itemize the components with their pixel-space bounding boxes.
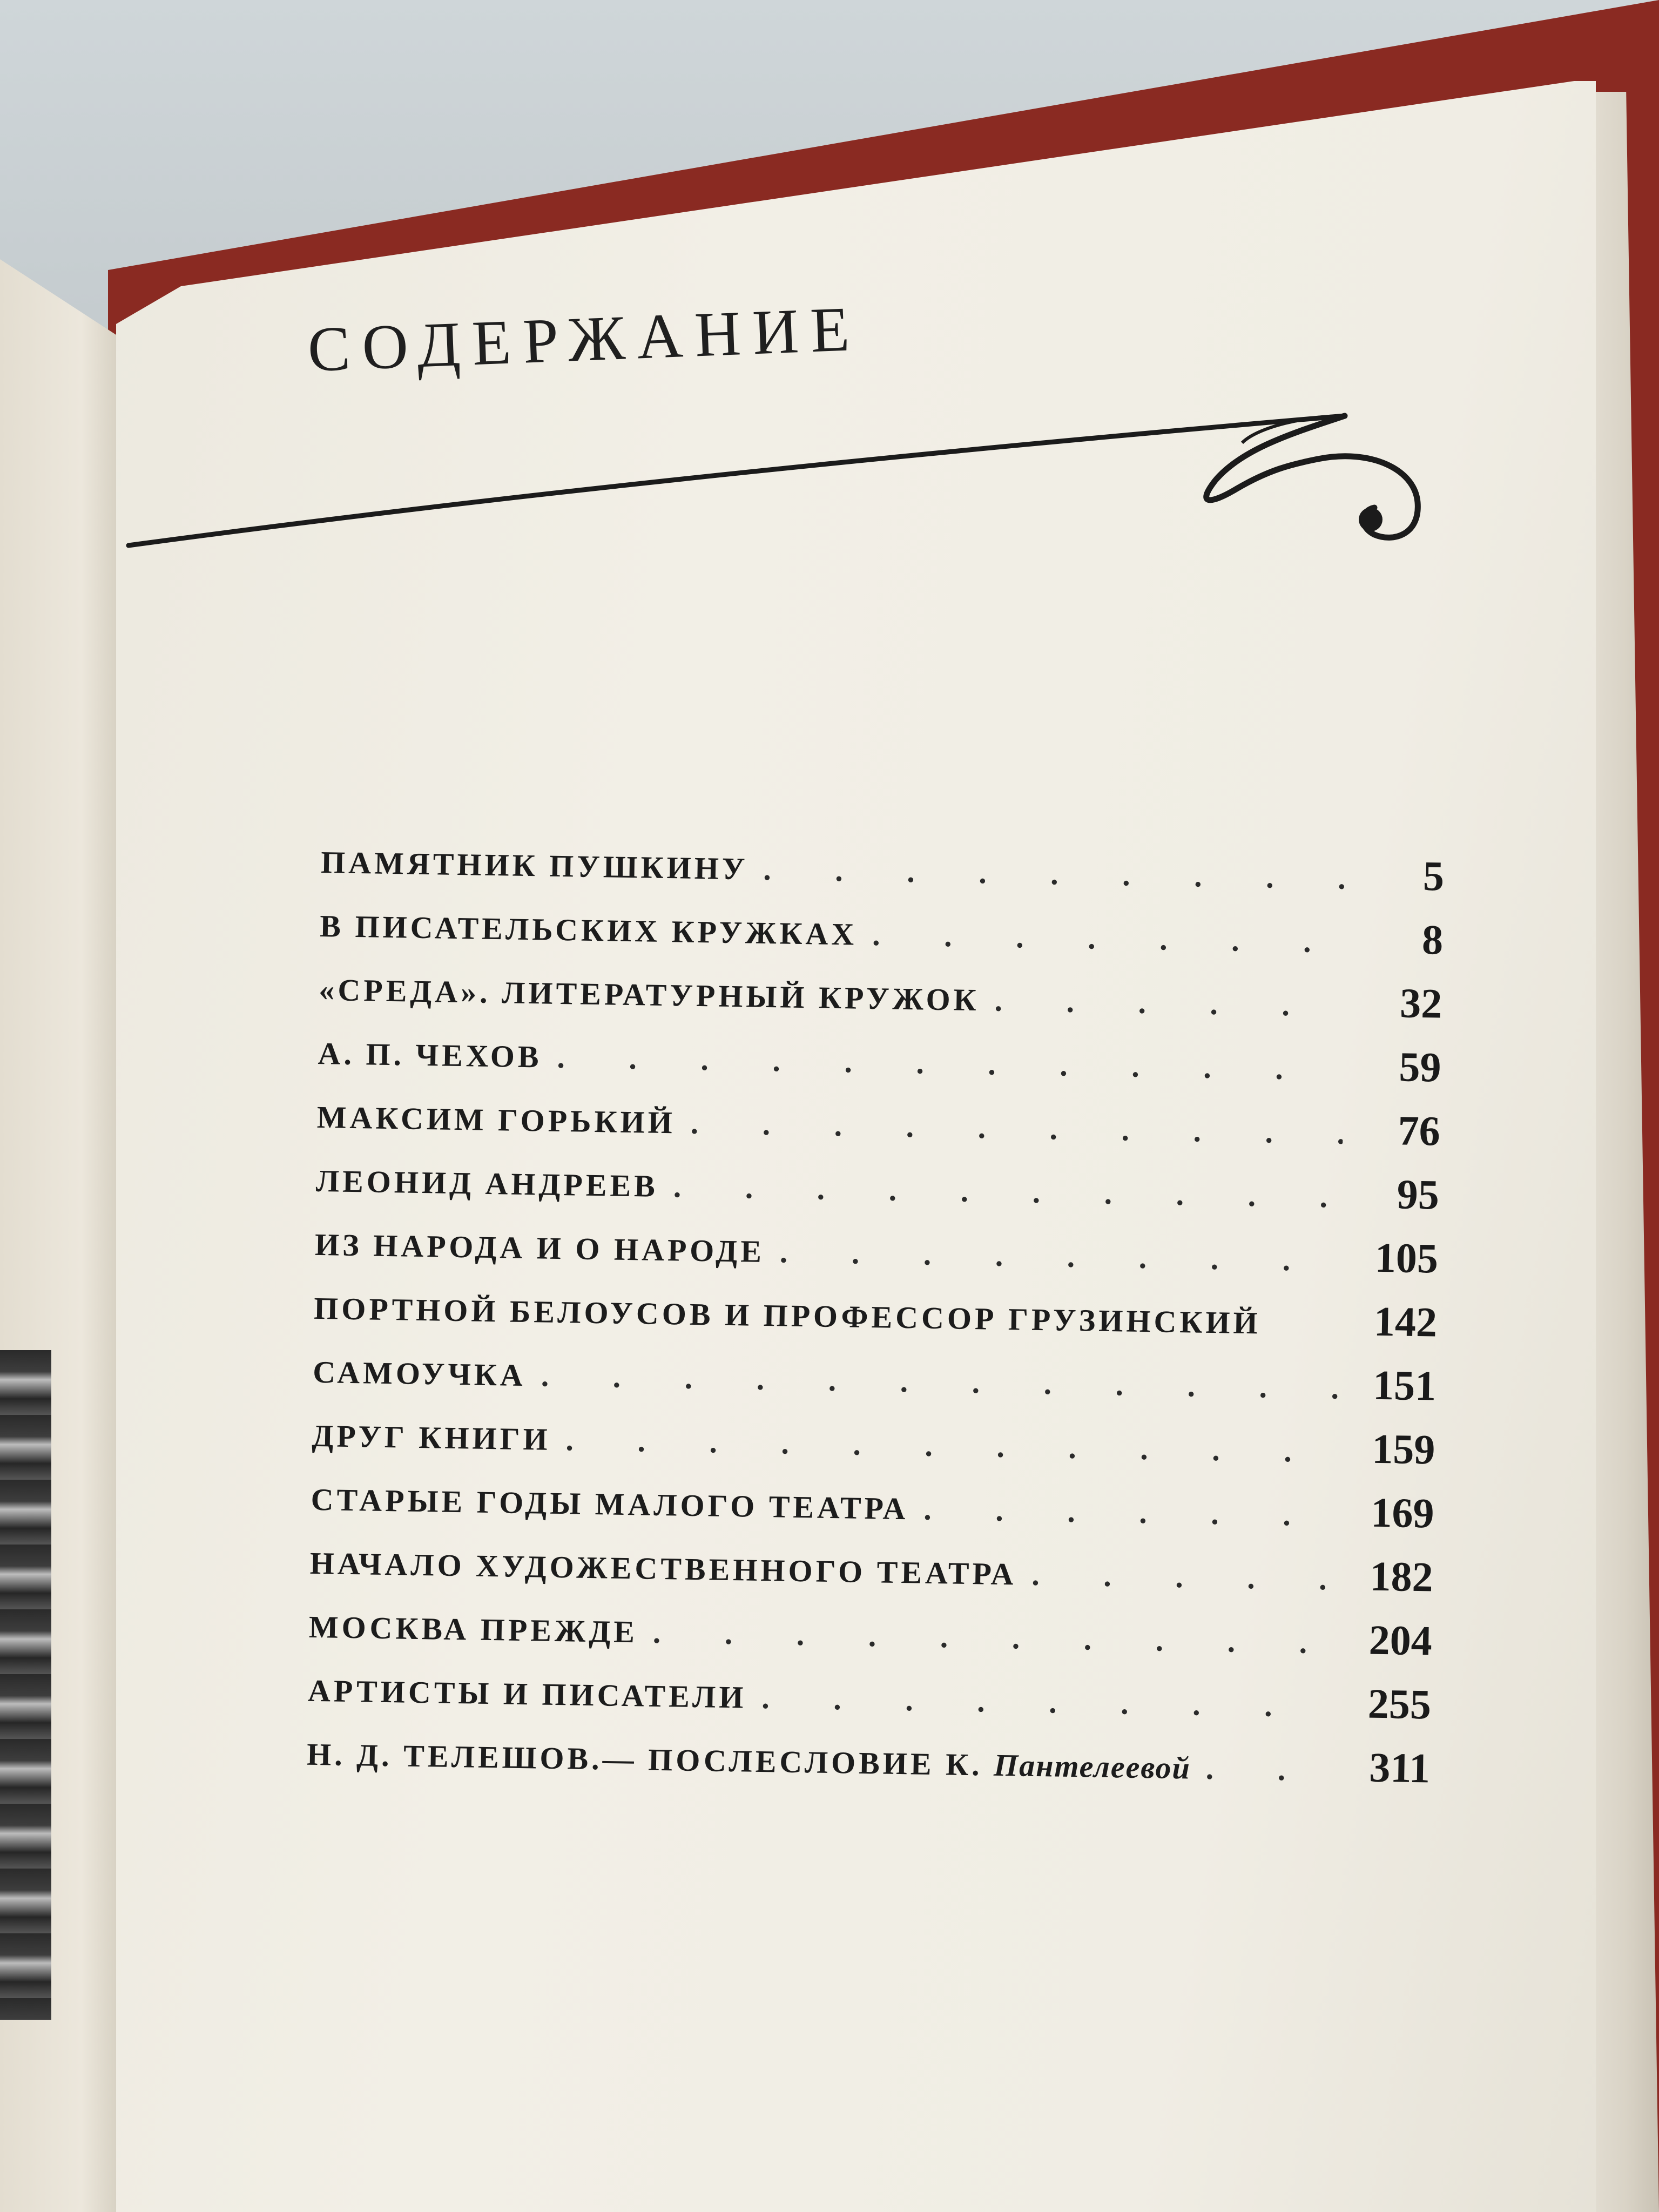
toc-entry-title: А. П. ЧЕХОВ: [318, 1035, 543, 1075]
dot-leader: [779, 1233, 1341, 1278]
dot-leader: [761, 1680, 1334, 1725]
toc-entry-page: 169: [1370, 1488, 1435, 1537]
dot-leader: [652, 1614, 1335, 1661]
toc-entry-page: 142: [1373, 1297, 1438, 1346]
toc-entry-title: МАКСИМ ГОРЬКИЙ: [316, 1099, 676, 1141]
toc-entry-title: [307, 1736, 1191, 1786]
dot-leader: [763, 851, 1347, 896]
toc-entry-page: 151: [1372, 1361, 1437, 1410]
dot-leader: [872, 916, 1346, 960]
dot-leader: [923, 1491, 1337, 1534]
dot-leader: [1276, 1334, 1339, 1335]
dot-leader: [1205, 1750, 1333, 1789]
left-page-photo: [0, 1350, 51, 2020]
dot-leader: [541, 1358, 1339, 1406]
toc-entry-title: ИЗ НАРОДА И О НАРОДЕ: [314, 1226, 765, 1269]
dot-leader: [557, 1039, 1344, 1088]
toc-entry-title: САМОУЧКА: [312, 1354, 527, 1393]
toc-entry-page: 95: [1397, 1170, 1440, 1218]
page-title: СОДЕРЖАНИЕ: [306, 293, 863, 385]
toc-entry-page: 76: [1397, 1107, 1441, 1155]
toc-entry-title-main: Н. Д. ТЕЛЕШОВ.— ПОСЛЕСЛОВИЕ К.: [306, 1736, 983, 1783]
table-of-contents: [306, 834, 1445, 1808]
toc-entry-page: 311: [1368, 1743, 1431, 1792]
toc-entry-page: 159: [1371, 1425, 1436, 1473]
toc-entry-title: В ПИСАТЕЛЬСКИХ КРУЖКАХ: [319, 908, 858, 952]
toc-entry-title: АРТИСТЫ И ПИСАТЕЛИ: [307, 1673, 747, 1715]
toc-entry-page: 255: [1367, 1680, 1432, 1728]
toc-entry-title: «СРЕДА». ЛИТЕРАТУРНЫЙ КРУЖОК: [318, 972, 980, 1018]
dot-leader: [1031, 1556, 1336, 1597]
toc-entry-page: 105: [1374, 1233, 1439, 1282]
toc-entry-page: 32: [1399, 979, 1443, 1027]
decorative-flourish: [0, 0, 1659, 594]
toc-entry-title: ПАМЯТНИК ПУШКИНУ: [320, 844, 748, 887]
dot-leader: [690, 1105, 1343, 1151]
toc-entry-page: 59: [1398, 1043, 1442, 1091]
toc-entry-title: ДРУГ КНИГИ: [311, 1418, 551, 1457]
dot-leader: [673, 1168, 1342, 1215]
dot-leader: [565, 1421, 1338, 1469]
toc-entry-title-author: Пантелеевой: [993, 1747, 1191, 1786]
toc-entry-title: НАЧАЛО ХУДОЖЕСТВЕННОГО ТЕАТРА: [309, 1545, 1017, 1592]
toc-entry-page: 182: [1369, 1552, 1434, 1601]
toc-entry-page: 5: [1422, 852, 1445, 900]
toc-entry-page: 8: [1421, 916, 1444, 963]
toc-entry-title: ПОРТНОЙ БЕЛОУСОВ И ПРОФЕССОР ГРУЗИНСКИЙ: [313, 1290, 1262, 1341]
toc-entry-page: 204: [1368, 1616, 1433, 1664]
toc-entry-title: СТАРЫЕ ГОДЫ МАЛОГО ТЕАТРА: [311, 1481, 909, 1527]
toc-entry-title: МОСКВА ПРЕЖДЕ: [308, 1609, 638, 1650]
dot-leader: [994, 982, 1345, 1024]
toc-entry-title: ЛЕОНИД АНДРЕЕВ: [315, 1163, 659, 1204]
